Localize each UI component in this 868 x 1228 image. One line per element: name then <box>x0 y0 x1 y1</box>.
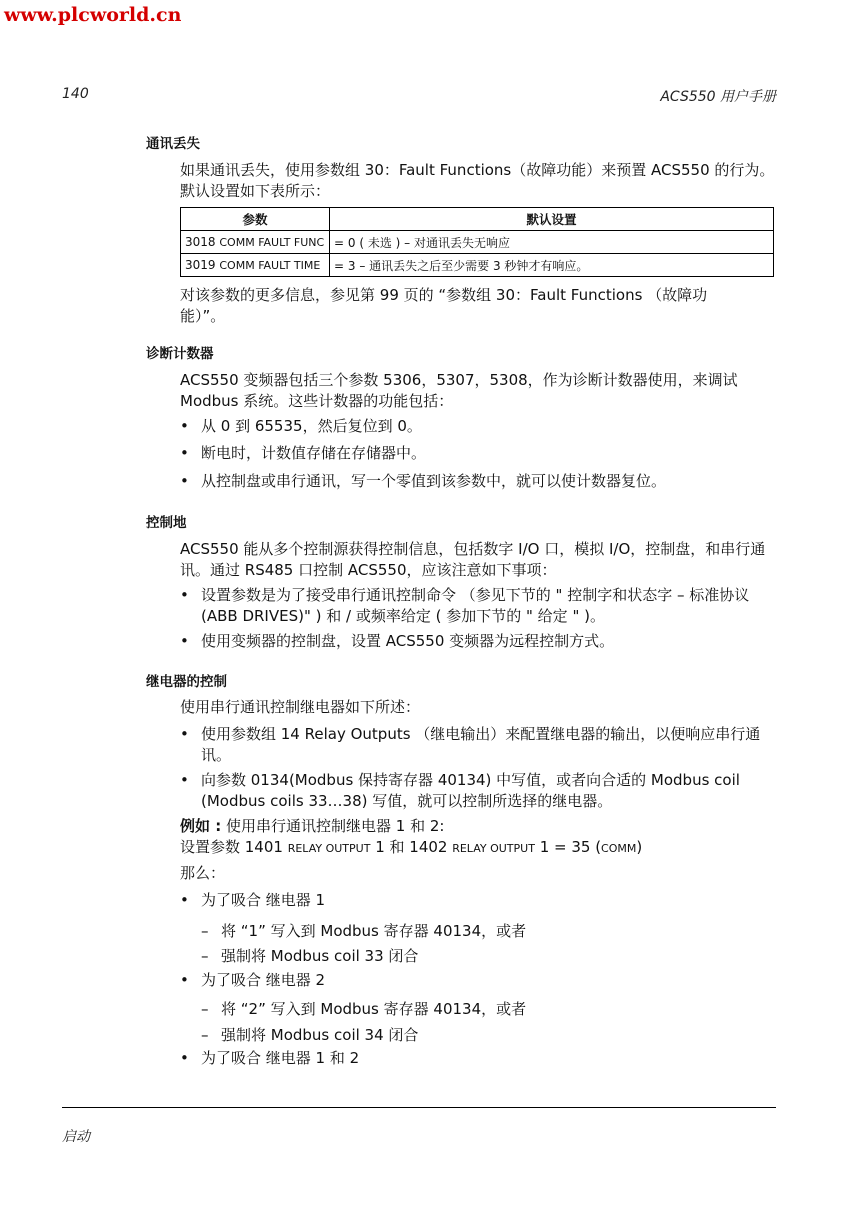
bullet-icon: • <box>180 632 189 650</box>
example-label: 例如 : <box>180 817 222 835</box>
example-settings-text: 1 和 1402 <box>370 838 453 856</box>
param-name: COMM FAULT FUNC <box>219 236 325 249</box>
sub-list-item-text: 将 “2” 写入到 Modbus 寄存器 40134，或者 <box>221 1000 527 1018</box>
table-cell-param <box>181 231 330 254</box>
example-settings-text: 设置参数 1401 <box>180 838 288 856</box>
section-title-control-location: 控制地 <box>146 515 187 531</box>
table-header-default: 默认设置 <box>330 208 774 231</box>
table-cell-default: = 3 – 通讯丢失之后至少需要 3 秒钟才有响应。 <box>330 254 774 277</box>
list-item-text: 断电时，计数值存储在存储器中。 <box>201 444 427 462</box>
param-number: 3019 <box>185 258 216 272</box>
dash-icon: – <box>201 922 209 940</box>
list-item <box>180 970 776 991</box>
param-name: RELAY OUTPUT <box>287 842 371 855</box>
example-text: 使用串行通讯控制继电器 1 和 2: <box>221 817 445 835</box>
list-item-text: 为了吸合 继电器 2 <box>201 971 326 989</box>
section-title-comm-loss: 通讯丢失 <box>146 136 200 152</box>
list-item-text: 为了吸合 继电器 1 <box>201 891 326 909</box>
list-item <box>180 585 776 627</box>
sub-list-item <box>201 1025 761 1046</box>
list-item-text: 设置参数是为了接受串行通讯控制命令 （参见下节的 " 控制字和状态字 – 标准协议 (ABB DRIVES)" ) 和 / 或频率给定 ( 参加下节的 " 给定 " )。 <box>201 586 750 625</box>
list-item-text: 使用变频器的控制盘，设置 ACS550 变频器为远程控制方式。 <box>201 632 615 650</box>
relay-control-paragraph: 使用串行通讯控制继电器如下所述： <box>180 698 421 716</box>
footer-chapter-title: 启动 <box>62 1129 90 1145</box>
dash-icon: – <box>201 1026 209 1044</box>
list-item-text: 向参数 0134(Modbus 保持寄存器 40134) 中写值，或者向合适的 Modbus coil (Modbus coils 33…38) 写值，就可以控制所选择的继电器。 <box>201 771 740 810</box>
table-header-param: 参数 <box>181 208 330 231</box>
control-location-paragraph: ACS550 能从多个控制源获得控制信息，包括数字 I/O 口，模拟 I/O，控制盘，和串行通讯。通过 RS485 口控制 ACS550，应该注意如下事项： <box>180 540 766 579</box>
param-name: RELAY OUTPUT <box>452 842 535 855</box>
list-item <box>180 770 776 812</box>
page-number: 140 <box>62 86 89 102</box>
bullet-icon: • <box>180 971 189 989</box>
then-label: 那么： <box>180 864 226 882</box>
list-item-text: 为了吸合 继电器 1 和 2 <box>201 1049 360 1067</box>
list-item <box>180 1048 776 1069</box>
bullet-icon: • <box>180 771 189 789</box>
more-info-paragraph: 对该参数的更多信息，参见第 99 页的 “参数组 30：Fault Functions （故障功能）”。 <box>180 286 708 325</box>
section-title-diagnostic-counters: 诊断计数器 <box>146 346 214 362</box>
example-settings-line <box>180 837 776 859</box>
sub-list-item-text: 将 “1” 写入到 Modbus 寄存器 40134，或者 <box>221 922 527 940</box>
table-cell-param <box>181 254 330 277</box>
diagnostic-paragraph: ACS550 变频器包括三个参数 5306，5307，5308，作为诊断计数器使用，来调试 Modbus 系统。这些计数器的功能包括： <box>180 371 738 410</box>
sub-list-item <box>201 921 761 942</box>
example-settings-text: 1 = 35 ( <box>534 838 602 856</box>
dash-icon: – <box>201 1000 209 1018</box>
bullet-icon: • <box>180 725 189 743</box>
parameter-table <box>180 207 774 277</box>
param-value-name: COMM <box>601 842 637 855</box>
list-item <box>180 443 776 464</box>
bullet-icon: • <box>180 444 189 462</box>
example-heading <box>180 816 776 837</box>
comm-loss-paragraph: 如果通讯丢失，使用参数组 30：Fault Functions（故障功能）来预置 ACS550 的行为。默认设置如下表所示： <box>180 161 775 200</box>
dash-icon: – <box>201 947 209 965</box>
sub-list-item <box>201 946 761 967</box>
list-item <box>180 890 776 911</box>
table-header-row <box>181 208 774 231</box>
param-number: 3018 <box>185 235 216 249</box>
list-item <box>180 631 776 652</box>
example-settings-text: ) <box>636 838 643 856</box>
list-item <box>180 724 776 766</box>
sub-list-item-text: 强制将 Modbus coil 33 闭合 <box>221 947 419 965</box>
table-row <box>181 254 774 277</box>
param-name: COMM FAULT TIME <box>219 259 321 272</box>
bullet-icon: • <box>180 586 189 604</box>
sub-list-item-text: 强制将 Modbus coil 34 闭合 <box>221 1026 419 1044</box>
bullet-icon: • <box>180 1049 189 1067</box>
list-item <box>180 471 776 492</box>
sub-list-item <box>201 999 761 1020</box>
list-item-text: 从控制盘或串行通讯，写一个零值到该参数中，就可以使计数器复位。 <box>201 472 667 490</box>
footer-divider <box>62 1107 776 1108</box>
table-row <box>181 231 774 254</box>
manual-title: ACS550 用户手册 <box>660 89 776 105</box>
bullet-icon: • <box>180 891 189 909</box>
list-item-text: 使用参数组 14 Relay Outputs （继电输出）来配置继电器的输出，以便响应串行通讯。 <box>201 725 761 764</box>
watermark-link: www.plcworld.cn <box>4 4 182 26</box>
list-item-text: 从 0 到 65535，然后复位到 0。 <box>201 417 422 435</box>
bullet-icon: • <box>180 417 189 435</box>
section-title-relay-control: 继电器的控制 <box>146 674 227 690</box>
table-cell-default: = 0 ( 未选 ) – 对通讯丢失无响应 <box>330 231 774 254</box>
bullet-icon: • <box>180 472 189 490</box>
list-item <box>180 416 776 437</box>
